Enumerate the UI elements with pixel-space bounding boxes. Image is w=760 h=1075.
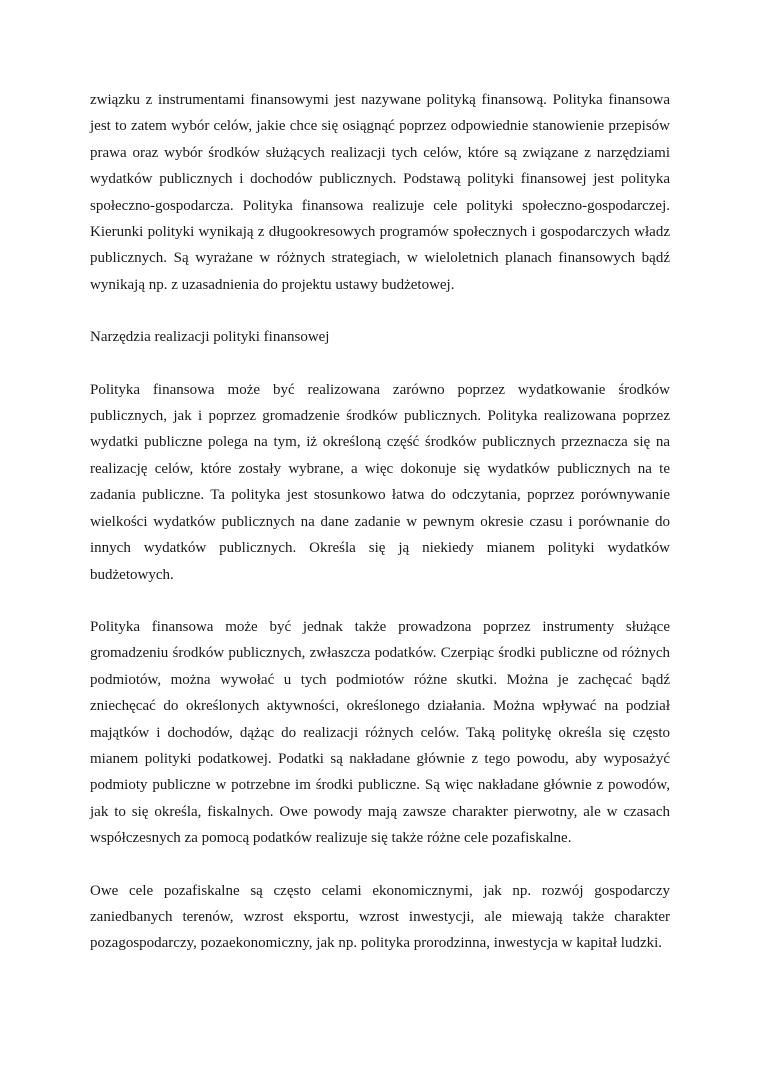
paragraph-intro: związku z instrumentami finansowymi jest nazywane polityką finansową. Polityka finansowa jest to zatem wybór celów, jakie chce się osiągnąć poprzez odpowiednie stanowienie przepisów prawa oraz wybór środków służących realizacji tych celów, które są związane z narzędziami wydatków publicznych i dochodów publicznych. Podstawą polityki finansowej jest polityka społeczno-gospodarcza. Polityka finansowa realizuje cele polityki społeczno-gospodarczej. Kierunki polityki wynikają z długookresowych programów społecznych i gospodarczych władz publicznych. Są wyrażane w różnych strategiach, w wieloletnich planach finansowych bądź wynikają np. z uzasadnienia do projektu ustawy budżetowej. (90, 92, 670, 293)
paragraph-expenditure-policy: Polityka finansowa może być realizowana zarówno poprzez wydatkowanie środków publicznych, jak i poprzez gromadzenie środków publicznych. Polityka realizowana poprzez wydatki publiczne polega na tym, iż określoną część środków publicznych przeznacza się na realizację celów, które zostały wybrane, a więc dokonuje się wydatków publicznych na te zadania publiczne. Ta polityka jest stosunkowo łatwa do odczytania, poprzez porównywanie wielkości wydatków publicznych na dane zadanie w pewnym okresie czasu i porównanie do innych wydatków publicznych. Określa się ją niekiedy mianem polityki wydatków budżetowych. (90, 381, 670, 583)
paragraph-tax-policy: Polityka finansowa może być jednak także prowadzona poprzez instrumenty służące gromadzeniu środków publicznych, zwłaszcza podatków. Czerpiąc środki publiczne od różnych podmiotów, można wywołać u tych podmiotów różne skutki. Można je zachęcać bądź zniechęcać do określonych aktywności, określonego działania. Można wpływać na podział majątków i dochodów, dążąc do realizacji różnych celów. Taką politykę określa się często mianem polityki podatkowej. Podatki są nakładane głównie z tego powodu, aby wyposażyć podmioty publiczne w potrzebne im środki publiczne. Są więc nakładane głównie z powodów, jak to się określa, fiskalnych. Owe powody mają zawsze charakter pierwotny, ale w czasach współczesnych za pomocą podatków realizuje się także różne cele pozafiskalne. (90, 618, 670, 847)
document-body (90, 87, 670, 957)
paragraph-nonfiscal-goals: Owe cele pozafiskalne są często celami ekonomicznymi, jak np. rozwój gospodarczy zaniedbanych terenów, wzrost eksportu, wzrost inwestycji, ale miewają także charakter pozagospodarczy, pozaekonomiczny, jak np. polityka prorodzinna, inwestycja w kapitał ludzki. (90, 882, 670, 952)
section-heading: Narzędzia realizacji polityki finansowej (90, 329, 330, 346)
